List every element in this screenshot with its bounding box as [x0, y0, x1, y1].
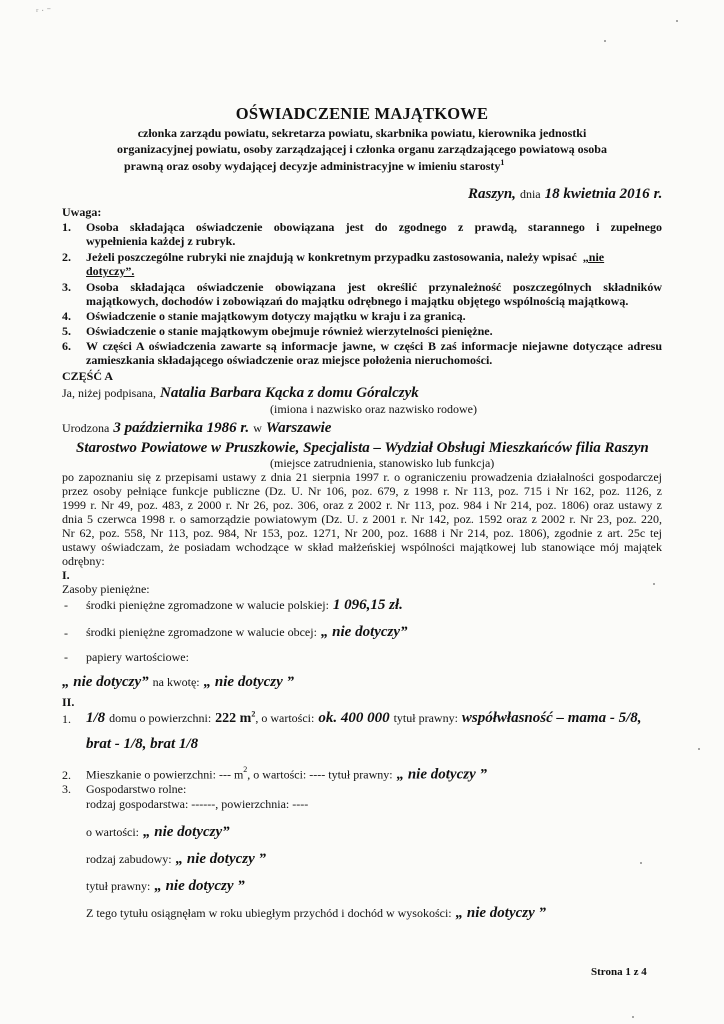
- farm-buildings-row: rodzaj zabudowy: „ nie dotyczy ”: [86, 851, 267, 867]
- uwaga-num-3: 3.: [62, 280, 71, 294]
- uwaga-num-5: 5.: [62, 324, 71, 338]
- dnia-label: dnia: [519, 187, 541, 201]
- uwaga-num-6: 6.: [62, 339, 71, 353]
- foreign-row: [86, 623, 408, 641]
- pln-row: [86, 596, 403, 614]
- scan-speck: [604, 40, 606, 42]
- date-suffix: r.: [653, 186, 663, 202]
- uwaga-num-1: 1.: [62, 220, 71, 234]
- item-3-num: 3.: [62, 782, 71, 796]
- farm-title-value: „ nie dotyczy ”: [154, 878, 245, 894]
- section-2-roman: II.: [62, 695, 75, 709]
- foreign-label: środki pieniężne zgromadzone w walucie obcej:: [86, 625, 317, 639]
- ja-prefix: Ja, niżej podpisana,: [62, 386, 156, 400]
- uwaga-3-line-1: Osoba składająca oświadczenie obowiązana jest określić przynależność poszczególnych składników: [86, 280, 662, 294]
- item-2-num: 2.: [62, 768, 71, 782]
- flat-value: „ nie dotyczy ”: [396, 766, 487, 783]
- name-caption: (imiona i nazwisko oraz nazwisko rodowe): [270, 402, 477, 416]
- house-title: współwłasność – mama - 5/8,: [461, 710, 642, 726]
- uwaga-num-4: 4.: [62, 309, 71, 323]
- law-line-3: 1999 r. Nr 49, poz. 483, z 2000 r. Nr 26, poz. 306, oraz z 2002 r. Nr 113, poz. 984 i Nr 214, poz. 1806) oraz ustawy z: [62, 498, 662, 512]
- footnote-marker: 1: [500, 158, 505, 167]
- workplace-caption: (miejsce zatrudnienia, stanowisko lub funkcja): [270, 456, 495, 470]
- item-1-num: 1.: [62, 712, 71, 726]
- place: Raszyn,: [468, 186, 516, 202]
- scan-speck: [632, 1016, 634, 1018]
- scan-speck: [698, 748, 700, 750]
- document-title: OŚWIADCZENIE MAJĄTKOWE: [235, 104, 489, 123]
- scan-speck: [640, 862, 642, 864]
- amount-value: „ nie dotyczy ”: [203, 674, 295, 690]
- farm-heading: Gospodarstwo rolne:: [86, 782, 187, 796]
- section-1-roman: I.: [62, 568, 70, 582]
- farm-type-area: rodzaj gospodarstwa: ------, powierzchnia: ----: [86, 797, 309, 811]
- w-label: w: [253, 421, 262, 435]
- uwaga-3-line-2: majątkowych, dochodów i zobowiązań do majątku odrębnego i majątku objętego wspólnością majątkową.: [86, 294, 629, 308]
- house-area: 222 $m^2$: [215, 709, 256, 726]
- place-date: [468, 185, 662, 203]
- house-value: ok. 400 000: [318, 710, 390, 726]
- uwaga-1-line-2: wypełnienia każdej z rubryk.: [86, 234, 236, 248]
- farm-income-row: Z tego tytułu osiągnęłam w roku ubiegłym przychód i dochód w wysokości: „ nie dotyczy ”: [86, 905, 547, 921]
- date: 18 kwietnia 2016: [544, 186, 650, 202]
- farm-value-row: o wartości: „ nie dotyczy”: [86, 824, 230, 840]
- uwaga-5-line-1: Oświadczenie o stanie majątkowym obejmuje również wierzytelności pieniężne.: [86, 324, 493, 338]
- securities-label: papiery wartościowe:: [86, 650, 189, 664]
- farm-title-row: tytuł prawny: „ nie dotyczy ”: [86, 878, 245, 894]
- securities-row: [62, 673, 294, 691]
- flat-row: Mieszkanie o powierzchni: --- $m^2$, o wartości: ---- tytuł prawny: „ nie dotyczy ”: [86, 765, 487, 783]
- page-number: Strona 1 z 4: [591, 966, 647, 978]
- law-line-2: przez osoby pełniące funkcje publiczne (Dz. U. Nr 106, poz. 679, z 1998 r. Nr 113, poz. 715 i Nr 162, poz. 1126, z: [62, 484, 662, 498]
- bullet-dash: -: [64, 650, 68, 664]
- declarant-line: [62, 384, 419, 402]
- bullet-dash: -: [64, 598, 68, 612]
- born-prefix: Urodzona: [62, 421, 110, 435]
- scan-speck: [676, 20, 678, 22]
- bullet-dash: -: [64, 626, 68, 640]
- subtitle-line-2: organizacyjnej powiatu, osoby zarządzającej i członka organu zarządzającego powiatową osoba: [117, 142, 607, 156]
- subtitle-line-3: prawną oraz osoby wydającej decyzje administracyjne w imieniu starosty$^1$: [124, 158, 505, 173]
- uwaga-2-line-2: dotyczy”.: [86, 264, 135, 278]
- law-line-5: Nr 62, poz. 558, Nr 113, poz. 984, Nr 153, poz. 1271, Nr 200, poz. 1688 i Nr 214, poz. 1806), zgodnie z art. 25c tej: [62, 526, 662, 540]
- czesc-a-label: CZĘŚĆ A: [62, 369, 114, 383]
- foreign-value: „ nie dotyczy”: [320, 624, 408, 640]
- farm-value: „ nie dotyczy”: [143, 824, 230, 840]
- house-title-cont: brat - 1/8, brat 1/8: [86, 736, 199, 752]
- uwaga-1-line-1: Osoba składająca oświadczenie obowiązana jest do zgodnego z prawdą, starannego i zupełnego: [86, 220, 662, 234]
- law-line-7: odrębny:: [62, 554, 105, 568]
- uwaga-label: Uwaga:: [62, 205, 102, 219]
- uwaga-num-2: 2.: [62, 250, 71, 264]
- subtitle-line-1: członka zarządu powiatu, sekretarza powiatu, skarbnika powiatu, kierownika jednostki: [137, 126, 587, 140]
- farm-income-value: „ nie dotyczy ”: [455, 905, 547, 921]
- house-share: 1/8: [86, 710, 106, 726]
- law-line-4: dnia 5 czerwca 1998 r. o samorządzie powiatowym (Dz. U. z 2001 r. Nr 142, poz. 1592 oraz z 2002 r. Nr 23, poz. 220,: [62, 512, 662, 526]
- house-row: 1/8 domu o powierzchni: 222 $m^2$, o wartości: ok. 400 000 tytuł prawny: współwłasność – mama - 5/8,: [86, 709, 642, 726]
- birth-line: [62, 419, 331, 437]
- uwaga-6-line-1: W części A oświadczenia zawarte są informacje jawne, w części B zaś informacje niejawne dotyczące adresu: [86, 339, 662, 353]
- uwaga-4-line-1: Oświadczenie o stanie majątkowym dotyczy majątku w kraju i za granicą.: [86, 309, 466, 323]
- law-line-1: po zapoznaniu się z przepisami ustawy z dnia 21 sierpnia 1997 r. o ograniczeniu prowadzenia działalności gospodarczej: [62, 470, 662, 484]
- section-1-heading: Zasoby pieniężne:: [62, 582, 150, 596]
- scan-speck: [653, 583, 655, 585]
- workplace: Starostwo Powiatowe w Pruszkowie, Specjalista – Wydział Obsługi Mieszkańców filia Raszyn: [76, 440, 649, 456]
- pln-value: 1 096,15 zł.: [332, 597, 403, 613]
- law-line-6: ustawy oświadczam, że posiadam wchodzące w skład małżeńskiej wspólności majątkowej lub stanowiące mój majątek: [62, 540, 662, 554]
- uwaga-6-line-2: zamieszkania składającego oświadczenie oraz miejsce położenia nieruchomości.: [86, 353, 493, 367]
- uwaga-2-line-1: Jeżeli poszczególne rubryki nie znajdują w konkretnym przypadku zastosowania, należy wpisać „nie: [86, 250, 605, 264]
- scan-mark: ʳ ˑ ˉ: [36, 6, 51, 18]
- farm-buildings-value: „ nie dotyczy ”: [175, 851, 267, 867]
- birth-place: Warszawie: [265, 420, 332, 436]
- declarant-name: Natalia Barbara Kącka z domu Góralczyk: [159, 385, 419, 401]
- pln-label: środki pieniężne zgromadzone w walucie polskiej:: [86, 598, 329, 612]
- na-kwote-label: na kwotę:: [152, 675, 200, 689]
- birth-date: 3 października 1986 r.: [113, 420, 250, 436]
- nie-dotyczy-quote: „nie: [582, 250, 605, 264]
- securities-value: „ nie dotyczy”: [62, 674, 149, 690]
